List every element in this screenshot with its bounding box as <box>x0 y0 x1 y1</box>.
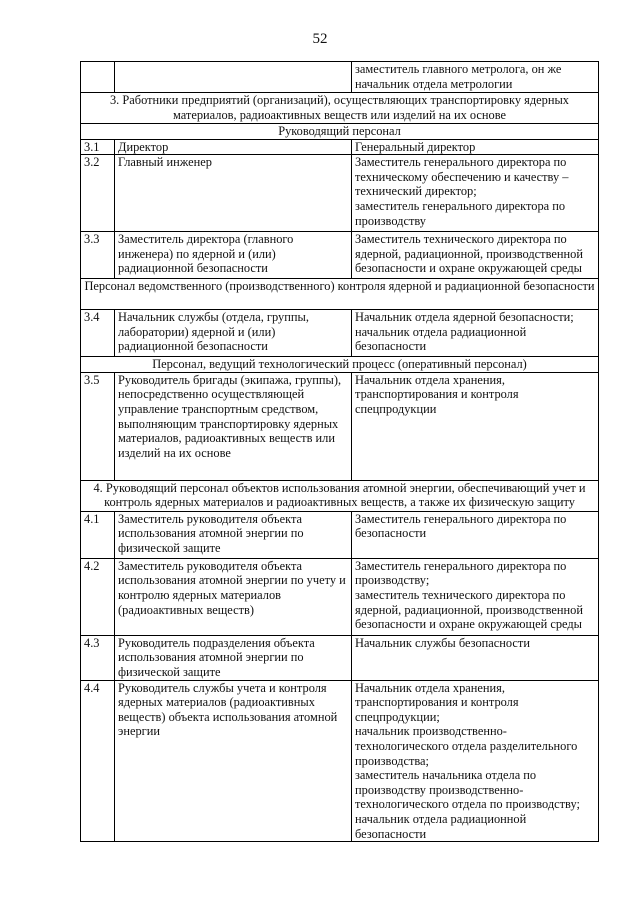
item-number <box>81 62 115 93</box>
counterpart-position: Начальник отдела хранения, транспортирования и контроля спецпродукции <box>352 372 599 480</box>
item-number: 4.2 <box>81 558 115 635</box>
item-number: 3.3 <box>81 232 115 279</box>
item-number: 3.1 <box>81 139 115 155</box>
counterpart-position: Генеральный директор <box>352 139 599 155</box>
table-row <box>81 139 599 155</box>
personnel-category-heading: Персонал ведомственного (производственного) контроля ядерной и радиационной безопасности <box>81 279 599 310</box>
counterpart-position: Начальник отдела хранения, транспортирования и контроля спецпродукции; начальник производственно-технологического отдела разделительного производства; заместитель начальника отдела по производству производственно-технологического отдела по производству; начальник отдела радиационной безопасности <box>352 680 599 842</box>
position-title: Руководитель бригады (экипажа, группы), непосредственно осуществляющей управление транспортным средством, выполняющим транспортировку ядерных материалов, радиоактивных веществ или изделий на их основе <box>115 372 352 480</box>
position-title: Руководитель подразделения объекта использования атомной энергии по физической защите <box>115 635 352 680</box>
position-title: Главный инженер <box>115 155 352 232</box>
positions-table <box>80 61 599 842</box>
table-row <box>81 511 599 558</box>
item-number: 4.3 <box>81 635 115 680</box>
counterpart-position: Заместитель технического директора по ядерной, радиационной, производственной безопасности и охране окружающей среды <box>352 232 599 279</box>
table-row <box>81 635 599 680</box>
item-number: 3.5 <box>81 372 115 480</box>
position-title: Руководитель службы учета и контроля ядерных материалов (радиоактивных веществ) объекта использования атомной энергии <box>115 680 352 842</box>
section-heading: 4. Руководящий персонал объектов использования атомной энергии, обеспечивающий учет и контроль ядерных материалов и радиоактивных веществ, а также их физическую защиту <box>81 480 599 511</box>
page-number: 52 <box>312 31 328 47</box>
table-row <box>81 680 599 842</box>
table-row <box>81 310 599 357</box>
position-title <box>115 62 352 93</box>
position-title: Директор <box>115 139 352 155</box>
item-number: 3.2 <box>81 155 115 232</box>
table-row <box>81 372 599 480</box>
subheading-row <box>81 124 599 140</box>
table-row <box>81 558 599 635</box>
counterpart-position: Начальник отдела ядерной безопасности; начальник отдела радиационной безопасности <box>352 310 599 357</box>
personnel-category-heading: Персонал, ведущий технологический процесс (оперативный персонал) <box>81 357 599 373</box>
section-heading: 3. Работники предприятий (организаций), осуществляющих транспортировку ядерных материалов, радиоактивных веществ или изделий на их основе <box>81 93 599 124</box>
position-title: Начальник службы (отдела, группы, лаборатории) ядерной и (или) радиационной безопасности <box>115 310 352 357</box>
item-number: 4.4 <box>81 680 115 842</box>
counterpart-position: Заместитель генерального директора по производству; заместитель технического директора по ядерной, радиационной, производственной безопасности и охране окружающей среды <box>352 558 599 635</box>
subheading-row <box>81 357 599 373</box>
counterpart-position: Начальник службы безопасности <box>352 635 599 680</box>
subheading-row <box>81 279 599 310</box>
table-row <box>81 232 599 279</box>
position-title: Заместитель директора (главного инженера) по ядерной и (или) радиационной безопасности <box>115 232 352 279</box>
position-title: Заместитель руководителя объекта использования атомной энергии по учету и контролю ядерных материалов (радиоактивных веществ) <box>115 558 352 635</box>
position-title: Заместитель руководителя объекта использования атомной энергии по физической защите <box>115 511 352 558</box>
personnel-category-heading: Руководящий персонал <box>81 124 599 140</box>
table-row <box>81 155 599 232</box>
section-heading-row <box>81 480 599 511</box>
item-number: 3.4 <box>81 310 115 357</box>
counterpart-position: Заместитель генерального директора по техническому обеспечению и качеству – технический директор; заместитель генерального директора по производству <box>352 155 599 232</box>
table-row <box>81 62 599 93</box>
counterpart-position: Заместитель генерального директора по безопасности <box>352 511 599 558</box>
section-heading-row <box>81 93 599 124</box>
item-number: 4.1 <box>81 511 115 558</box>
counterpart-position: заместитель главного метролога, он же начальник отдела метрологии <box>352 62 599 93</box>
